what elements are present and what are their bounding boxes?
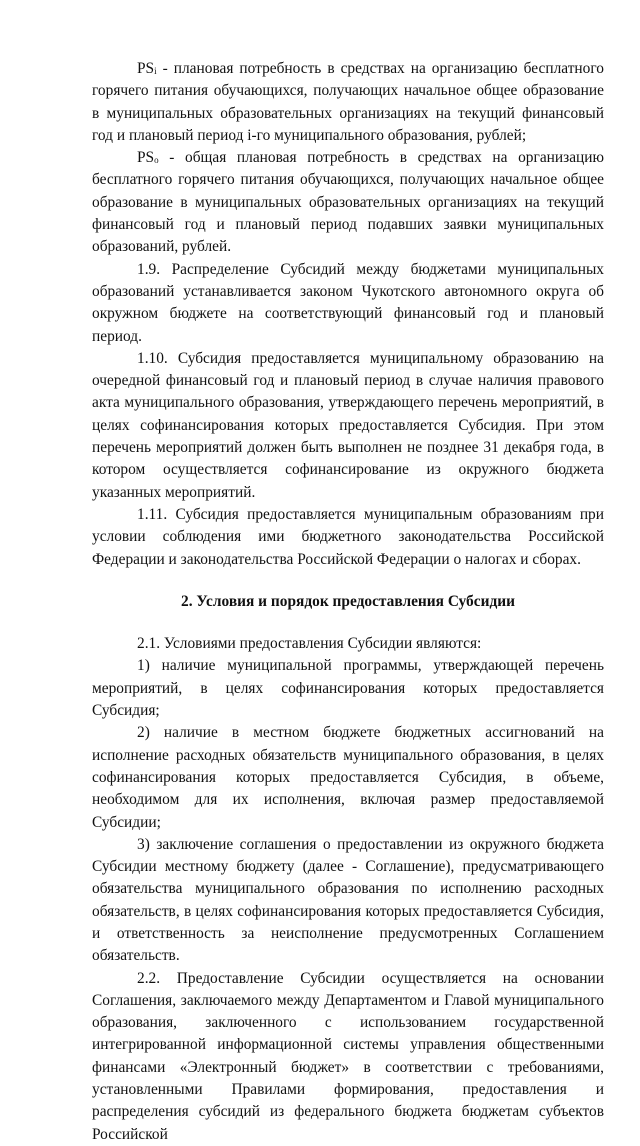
paragraph-condition-2: 2) наличие в местном бюджете бюджетных ассигнований на исполнение расходных обязательств муниципального образования, в целях софинансирования которых предоставляется Субсидия, в объеме, необходимом для их исполнения, включая размер предоставляемой Субсидии; [92,724,604,831]
paragraph-2-1: 2.1. Условиями предоставления Субсидии являются: [137,635,482,653]
ps-symbol: PS [137,149,155,167]
document-page [92,58,604,1146]
ps-subscript: o [154,155,159,166]
paragraph-2-2: 2.2. Предоставление Субсидии осуществляется на основании Соглашения, заключаемого между Департаментом и Главой муниципального образования, заключенного с использованием государственной интегрированной информационной системы управления общественными финансами «Электронный бюджет» в соответствии с требованиями, установленными Правилами формирования, предоставления и распределения субсидий из федерального бюджета бюджетам субъектов Российской [92,969,604,1143]
section-heading: 2. Условия и порядок предоставления Субсидии [181,592,515,610]
paragraph-text: - плановая потребность в средствах на организацию бесплатного горячего питания обучающихся, получающих начальное общее образование в муниципальных образовательных организациях на текущий финансовый год и плановый период i-го муниципального образования, рублей; [92,60,604,144]
paragraph-condition-1: 1) наличие муниципальной программы, утверждающей перечень мероприятий, в целях софинансирования которых предоставляется Субсидия; [92,657,604,720]
ps-subscript: i [154,66,157,76]
ps-symbol: PS [137,60,155,77]
paragraph-1-10: 1.10. Субсидия предоставляется муниципальному образованию на очередной финансовый год и плановый период в случае наличия правового акта муниципального образования, утверждающего перечень мероприятий, в целях софинансирования которых предоставляется Субсидия. При этом перечень мероприятий должен быть выполнен не позднее 31 декабря года, в котором осуществляется софинансирование из окружного бюджета указанных мероприятий. [92,349,604,501]
paragraph-text: - общая плановая потребность в средствах на организацию бесплатного горячего питания обучающихся, получающих начальное общее образование в муниципальных образовательных организациях на текущий финансовый год и плановый период подавших заявки муниципальных образований, рублей. [92,149,604,256]
paragraph-1-9: 1.9. Распределение Субсидий между бюджетами муниципальных образований устанавливается законом Чукотского автономного округа об окружном бюджете на соответствующий финансовый год и плановый период. [92,260,604,345]
paragraph-1-11: 1.11. Субсидия предоставляется муниципальным образованиям при условии соблюдения ими бюджетного законодательства Российской Федерации и законодательства Российской Федерации о налогах и сборах. [92,505,604,568]
paragraph-pso-definition [92,147,604,258]
paragraph-psi-definition [92,58,604,147]
paragraph-condition-3: 3) заключение соглашения о предоставлении из окружного бюджета Субсидии местному бюджету (далее - Соглашение), предусматривающего обязательства муниципального образования по исполнению расходных обязательств, в целях софинансирования которых предоставляется Субсидия, и ответственность за неисполнение предусмотренных Соглашением обязательств. [92,835,604,965]
